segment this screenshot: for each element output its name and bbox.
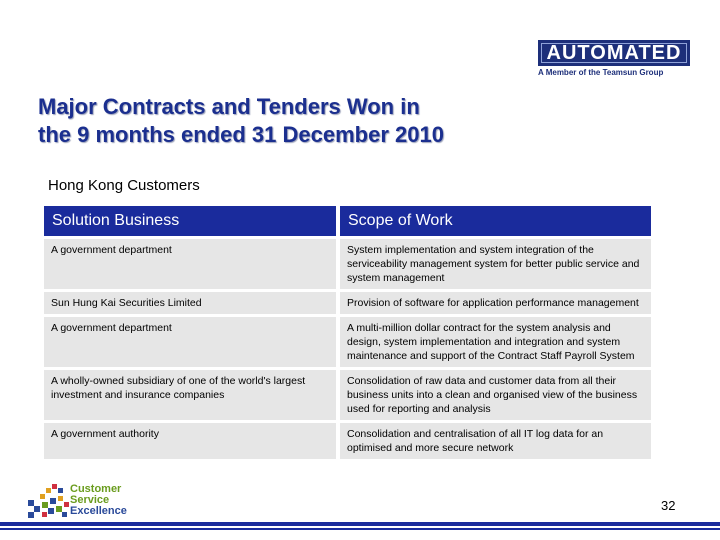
table-row (44, 291, 651, 316)
cell-business: A wholly-owned subsidiary of one of the world's largest investment and insurance companies (44, 369, 338, 422)
logo-wordmark: AUTOMATED (538, 40, 690, 66)
cell-scope: Consolidation and centralisation of all IT log data for an optimised and more secure network (338, 422, 651, 460)
slide-title (38, 93, 598, 149)
cell-scope: Provision of software for application performance management (338, 291, 651, 316)
badge-line-1: Customer (70, 483, 122, 495)
footer-divider-thin (0, 528, 720, 530)
badge-line-2: Service (70, 494, 110, 506)
badge-text (70, 484, 127, 517)
section-subtitle: Hong Kong Customers (48, 177, 200, 194)
header-scope-of-work: Scope of Work (338, 206, 651, 238)
table-row (44, 422, 651, 460)
contracts-table (44, 206, 651, 459)
table-row (44, 369, 651, 422)
cell-business: A government department (44, 316, 338, 369)
cell-business: Sun Hung Kai Securities Limited (44, 291, 338, 316)
cell-scope: A multi-million dollar contract for the system analysis and design, system implementation and integration and system maintenance and support of the Contract Staff Payroll System (338, 316, 651, 369)
table-row (44, 238, 651, 291)
title-line-1: Major Contracts and Tenders Won in (38, 94, 420, 119)
header-solution-business: Solution Business (44, 206, 338, 238)
logo-tagline: A Member of the Teamsun Group (538, 68, 664, 77)
badge-line-3: Excellence (70, 505, 127, 517)
title-line-2: the 9 months ended 31 December 2010 (38, 122, 444, 147)
cell-scope: Consolidation of raw data and customer data from all their business units into a clean and organised view of the business used for reporting and analysis (338, 369, 651, 422)
page-number: 32 (661, 498, 676, 513)
cell-business: A government department (44, 238, 338, 291)
footer-divider (0, 522, 720, 526)
company-logo (538, 40, 694, 77)
table-header-row (44, 206, 651, 238)
cell-business: A government authority (44, 422, 338, 460)
table-row (44, 316, 651, 369)
cell-scope: System implementation and system integration of the serviceability management system for better public service and system management (338, 238, 651, 291)
